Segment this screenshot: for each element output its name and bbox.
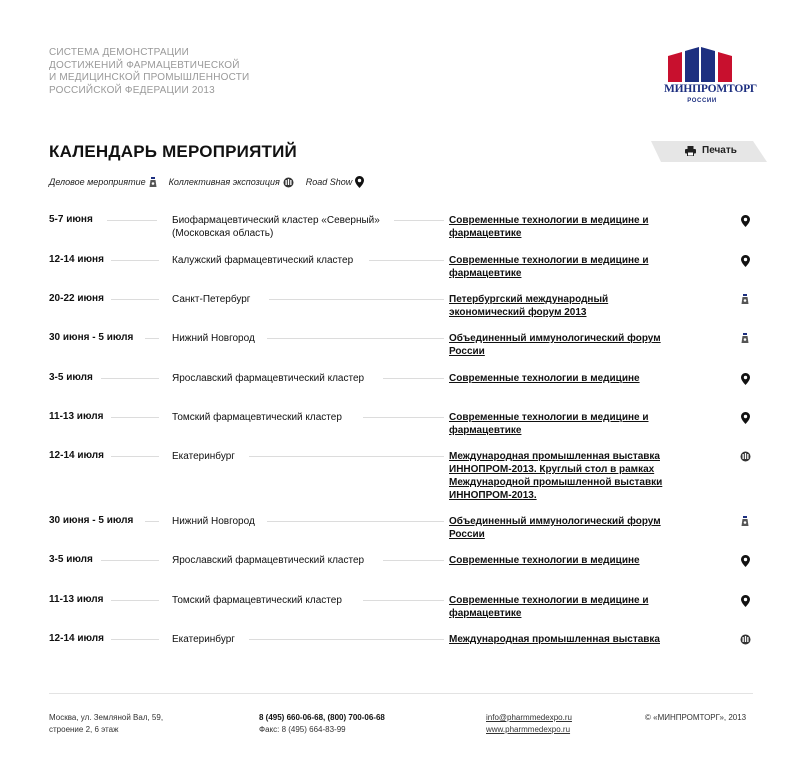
event-title-link[interactable]: Объединенный иммунологический форум России bbox=[449, 333, 661, 357]
row-divider bbox=[101, 378, 159, 379]
event-title-link[interactable]: Современные технологии в медицине и фармацевтике bbox=[449, 215, 649, 239]
site-title-line: СИСТЕМА ДЕМОНСТРАЦИИ bbox=[49, 47, 190, 58]
row-divider bbox=[101, 560, 159, 561]
footer-divider bbox=[49, 693, 753, 694]
event-date: 30 июня - 5 июля bbox=[49, 332, 134, 343]
row-divider bbox=[383, 378, 444, 379]
legend bbox=[49, 176, 376, 188]
event-title-link[interactable]: Международная промышленная выставка ИННОПРОМ-2013. Круглый стол в рамках Международной промышленной выставки ИННОПРОМ-2013. bbox=[449, 451, 663, 501]
event-title-link[interactable]: Современные технологии в медицине bbox=[449, 373, 640, 384]
collective-exhibit-icon bbox=[739, 450, 751, 463]
footer-links bbox=[486, 712, 572, 736]
business-event-icon bbox=[739, 293, 751, 306]
map-pin-icon bbox=[355, 176, 364, 188]
row-divider bbox=[111, 299, 159, 300]
print-button[interactable] bbox=[651, 141, 767, 162]
event-title-link[interactable]: Современные технологии в медицине bbox=[449, 555, 640, 566]
site-title-line: РОССИЙСКОЙ ФЕДЕРАЦИИ 2013 bbox=[49, 84, 215, 96]
footer-address bbox=[49, 712, 163, 736]
legend-business-label: Деловое мероприятие bbox=[49, 177, 146, 187]
event-date: 20-22 июня bbox=[49, 293, 104, 304]
row-divider bbox=[269, 299, 444, 300]
logo-emblem-icon bbox=[668, 44, 732, 82]
site-title-line: ДОСТИЖЕНИЙ ФАРМАЦЕВТИЧЕСКОЙ bbox=[49, 59, 240, 71]
event-title-link[interactable]: Современные технологии в медицине и фармацевтике bbox=[449, 255, 649, 279]
event-place: Нижний Новгород bbox=[172, 516, 255, 527]
roadshow-pin-icon bbox=[739, 594, 751, 607]
site-title bbox=[49, 47, 249, 97]
roadshow-pin-icon bbox=[739, 214, 751, 227]
legend-collective bbox=[169, 177, 294, 188]
business-event-icon bbox=[149, 177, 157, 188]
event-place: Ярославский фармацевтический кластер bbox=[172, 555, 365, 566]
event-place: Биофармацевтический кластер «Северный» (Московская область) bbox=[172, 215, 380, 239]
row-divider bbox=[145, 338, 159, 339]
row-divider bbox=[111, 260, 159, 261]
event-place: Томский фармацевтический кластер bbox=[172, 412, 342, 423]
event-title-link[interactable]: Современные технологии в медицине и фармацевтике bbox=[449, 595, 649, 619]
ministry-logo[interactable] bbox=[664, 44, 758, 128]
row-divider bbox=[145, 521, 159, 522]
footer-contacts bbox=[259, 712, 385, 736]
row-divider bbox=[267, 521, 444, 522]
event-date: 11-13 июля bbox=[49, 594, 104, 605]
row-divider bbox=[107, 220, 157, 221]
event-date: 30 июня - 5 июля bbox=[49, 515, 134, 526]
legend-business bbox=[49, 177, 157, 188]
row-divider bbox=[363, 417, 444, 418]
address-line: строение 2, 6 этаж bbox=[49, 725, 119, 734]
row-divider bbox=[363, 600, 444, 601]
event-date: 12-14 июня bbox=[49, 254, 104, 265]
event-title-link[interactable]: Объединенный иммунологический форум России bbox=[449, 516, 661, 540]
website-link[interactable]: www.pharmmedexpo.ru bbox=[486, 725, 571, 734]
event-place: Калужский фармацевтический кластер bbox=[172, 255, 354, 266]
event-date: 12-14 июля bbox=[49, 633, 104, 644]
roadshow-pin-icon bbox=[739, 254, 751, 267]
row-divider bbox=[249, 456, 444, 457]
legend-collective-label: Коллективная экспозиция bbox=[168, 177, 280, 187]
row-divider bbox=[111, 600, 159, 601]
event-title-link[interactable]: Петербургский международный экономический форум 2013 bbox=[449, 294, 609, 318]
row-divider bbox=[111, 456, 159, 457]
print-button-content bbox=[685, 145, 737, 156]
roadshow-pin-icon bbox=[739, 554, 751, 567]
collective-exhibit-icon bbox=[739, 633, 751, 646]
event-title-link[interactable]: Современные технологии в медицине и фармацевтике bbox=[449, 412, 649, 436]
roadshow-pin-icon bbox=[739, 372, 751, 385]
print-button-label: Печать bbox=[702, 145, 737, 156]
event-date: 11-13 июля bbox=[49, 411, 104, 422]
event-date: 5-7 июня bbox=[49, 214, 93, 225]
event-place: Ярославский фармацевтический кластер bbox=[172, 373, 365, 384]
legend-roadshow-label: Road Show bbox=[305, 177, 353, 187]
event-title-link[interactable]: Международная промышленная выставка bbox=[449, 634, 660, 645]
roadshow-pin-icon bbox=[739, 411, 751, 424]
printer-icon bbox=[685, 146, 696, 156]
row-divider bbox=[249, 639, 444, 640]
event-place: Томский фармацевтический кластер bbox=[172, 595, 342, 606]
business-event-icon bbox=[739, 332, 751, 345]
logo-subtitle: РОССИИ bbox=[687, 98, 717, 104]
row-divider bbox=[369, 260, 444, 261]
phone-number: 8 (495) 660-06-68, (800) 700-06-68 bbox=[259, 713, 385, 722]
row-divider bbox=[111, 417, 159, 418]
legend-roadshow bbox=[306, 176, 365, 188]
row-divider bbox=[111, 639, 159, 640]
site-title-line: И МЕДИЦИНСКОЙ ПРОМЫШЛЕННОСТИ bbox=[49, 72, 250, 83]
business-event-icon bbox=[739, 515, 751, 528]
event-place: Екатеринбург bbox=[172, 634, 235, 645]
event-date: 3-5 июля bbox=[49, 554, 93, 565]
row-divider bbox=[267, 338, 444, 339]
event-date: 12-14 июля bbox=[49, 450, 104, 461]
event-place: Екатеринбург bbox=[172, 451, 235, 462]
address-line: Москва, ул. Земляной Вал, 59, bbox=[49, 713, 164, 722]
event-date: 3-5 июля bbox=[49, 372, 93, 383]
page-title: КАЛЕНДАРЬ МЕРОПРИЯТИЙ bbox=[49, 142, 297, 161]
email-link[interactable]: info@pharmmedexpo.ru bbox=[486, 713, 572, 722]
fax-number: Факс: 8 (495) 664-83-99 bbox=[259, 725, 346, 734]
collective-exhibit-icon bbox=[283, 177, 294, 188]
logo-name: МИНПРОМТОРГ bbox=[664, 83, 758, 95]
row-divider bbox=[394, 220, 444, 221]
event-place: Санкт-Петербург bbox=[172, 294, 251, 305]
row-divider bbox=[383, 560, 444, 561]
copyright: © «МИНПРОМТОРГ», 2013 bbox=[645, 713, 747, 722]
event-place: Нижний Новгород bbox=[172, 333, 255, 344]
